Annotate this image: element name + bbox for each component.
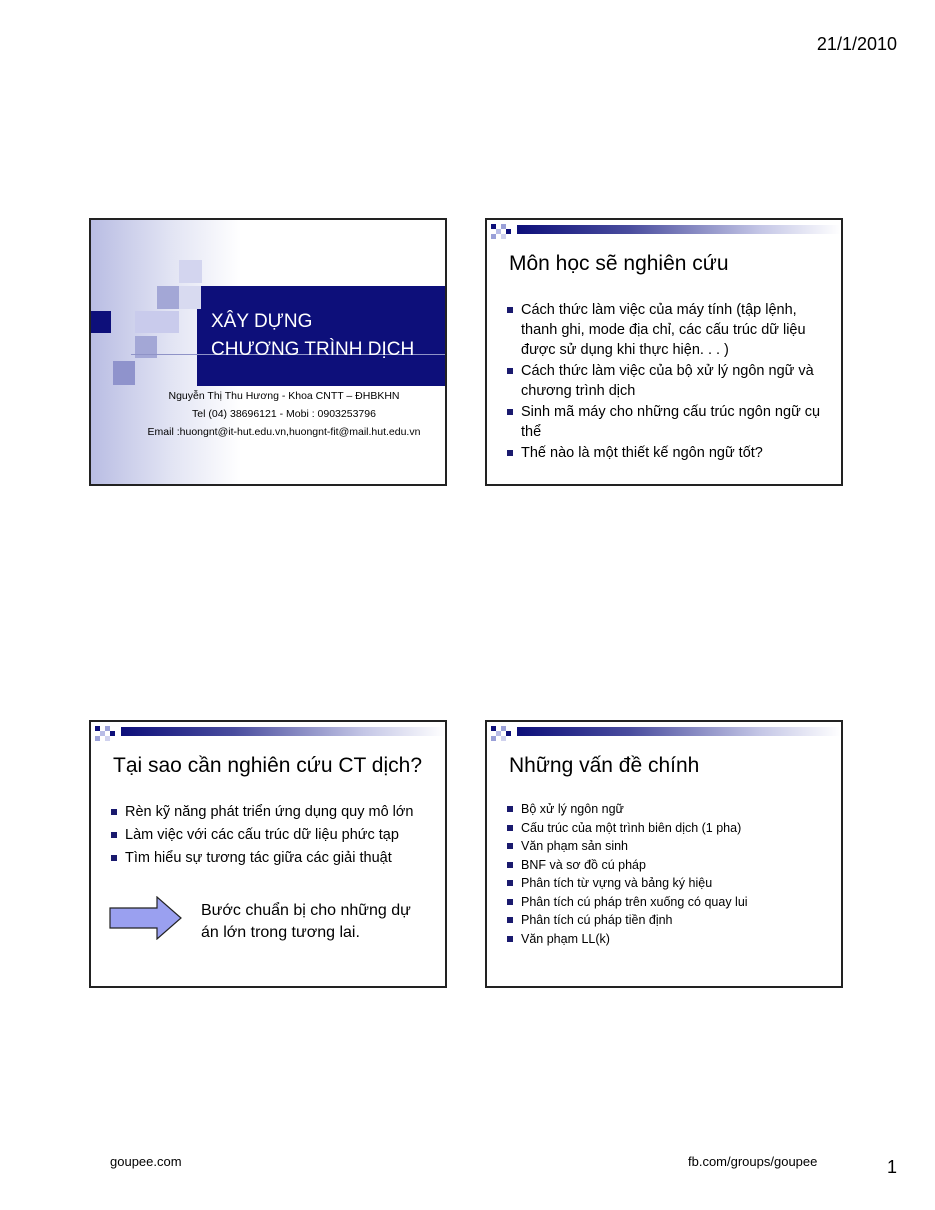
bullet-text: Phân tích từ vựng và bảng ký hiệu — [521, 876, 713, 890]
decor-square — [157, 311, 179, 333]
decor-square — [135, 311, 157, 333]
bullet-text: Văn phạm sản sinh — [521, 839, 629, 853]
page-number: 1 — [886, 1157, 897, 1177]
list-item — [507, 300, 827, 360]
list-item — [111, 848, 429, 868]
email-line: Email :huongnt@it-hut.edu.vn,huongnt-fit@mail.hut.edu.vn — [147, 426, 421, 438]
list-item — [507, 443, 827, 463]
bullet-icon — [507, 307, 513, 313]
slide-title: Môn học sẽ nghiên cứu — [509, 252, 729, 275]
list-item — [507, 930, 827, 949]
header-bar — [121, 727, 445, 736]
bullet-text: Phân tích cú pháp trên xuống có quay lui — [521, 894, 748, 909]
decor-square — [179, 260, 202, 283]
slide-course-topics — [485, 218, 843, 486]
list-item — [507, 856, 827, 875]
header-square — [105, 736, 110, 741]
bullet-icon — [507, 880, 513, 886]
slide-title: Tại sao cần nghiên cứu CT dịch? — [113, 754, 423, 777]
list-item — [507, 819, 827, 838]
header-square — [491, 736, 496, 741]
bullet-icon — [507, 368, 513, 374]
bullet-icon — [507, 899, 513, 905]
decor-square — [113, 361, 135, 385]
title-line-2: CHƯƠNG TRÌNH DỊCH — [211, 339, 415, 360]
header-square — [491, 234, 496, 239]
header-square — [501, 736, 506, 741]
list-item — [111, 802, 429, 822]
list-item — [507, 800, 827, 819]
phone-line: Tel (04) 38696121 - Mobi : 0903253796 — [192, 408, 376, 420]
bullet-text: Làm việc với các cấu trúc dữ liệu phức tạp — [125, 827, 399, 843]
bullet-list — [111, 802, 429, 871]
footer-right-text: fb.com/groups/goupee — [688, 1154, 818, 1169]
bullet-text: Bộ xử lý ngôn ngữ — [521, 802, 624, 816]
header-square — [95, 736, 100, 741]
slide-title — [89, 218, 447, 486]
list-item — [111, 825, 429, 845]
bullet-list — [507, 300, 827, 464]
header-square — [501, 234, 506, 239]
header-bar — [517, 727, 841, 736]
bullet-text: Thế nào là một thiết kế ngôn ngữ tốt? — [521, 445, 763, 461]
decor-square — [179, 286, 201, 309]
bullet-text: Văn phạm LL(k) — [521, 931, 610, 946]
list-item — [507, 361, 827, 401]
bullet-text: Cách thức làm việc của bộ xử lý ngôn ngữ và chương trình dịch — [521, 363, 814, 399]
header-bar — [517, 225, 841, 234]
bullet-icon — [507, 825, 513, 831]
slide-title: Những vấn đề chính — [509, 754, 700, 777]
bullet-list — [507, 800, 827, 948]
header-square — [506, 731, 511, 736]
bullet-icon — [111, 855, 117, 861]
bullet-icon — [507, 806, 513, 812]
slide-main-title — [211, 308, 414, 364]
list-item — [507, 837, 827, 856]
bullet-text: Cấu trúc của một trình biên dịch (1 pha) — [521, 820, 742, 835]
header-square — [506, 229, 511, 234]
bullet-icon — [507, 843, 513, 849]
list-item — [507, 911, 827, 930]
bullet-icon — [507, 409, 513, 415]
list-item — [507, 402, 827, 442]
bullet-icon — [507, 862, 513, 868]
slide-main-topics — [485, 720, 843, 988]
bullet-icon — [111, 809, 117, 815]
list-item — [507, 874, 827, 893]
bullet-text: Rèn kỹ năng phát triển ứng dụng quy mô lớn — [125, 804, 414, 820]
footer-left-text: goupee.com — [110, 1154, 182, 1169]
right-arrow-icon — [109, 896, 183, 940]
bullet-text: Tìm hiểu sự tương tác giữa các giải thuật — [125, 850, 392, 866]
slide-why-study — [89, 720, 447, 988]
title-line-1: XÂY DỰNG — [211, 311, 313, 332]
decor-square — [157, 286, 179, 309]
page-date: 21/1/2010 — [816, 34, 897, 54]
bullet-text: Phân tích cú pháp tiền định — [521, 913, 673, 927]
bullet-icon — [507, 917, 513, 923]
arrow-caption: Bước chuẩn bị cho những dự án lớn trong tương lai. — [201, 902, 411, 941]
bullet-icon — [507, 450, 513, 456]
decor-square — [91, 311, 111, 333]
bullet-text: Cách thức làm việc của máy tính (tập lệnh, thanh ghi, mode địa chỉ, các cấu trúc dữ liệu được sử dụng khi thực hiện. . . ) — [521, 302, 806, 358]
bullet-text: BNF và sơ đồ cú pháp — [521, 857, 646, 872]
bullet-icon — [111, 832, 117, 838]
header-square — [110, 731, 115, 736]
list-item — [507, 893, 827, 912]
bullet-text: Sinh mã máy cho những cấu trúc ngôn ngữ cụ thể — [521, 404, 821, 440]
bullet-icon — [507, 936, 513, 942]
author-line: Nguyễn Thị Thu Hương - Khoa CNTT – ĐHBKHN — [168, 390, 400, 402]
